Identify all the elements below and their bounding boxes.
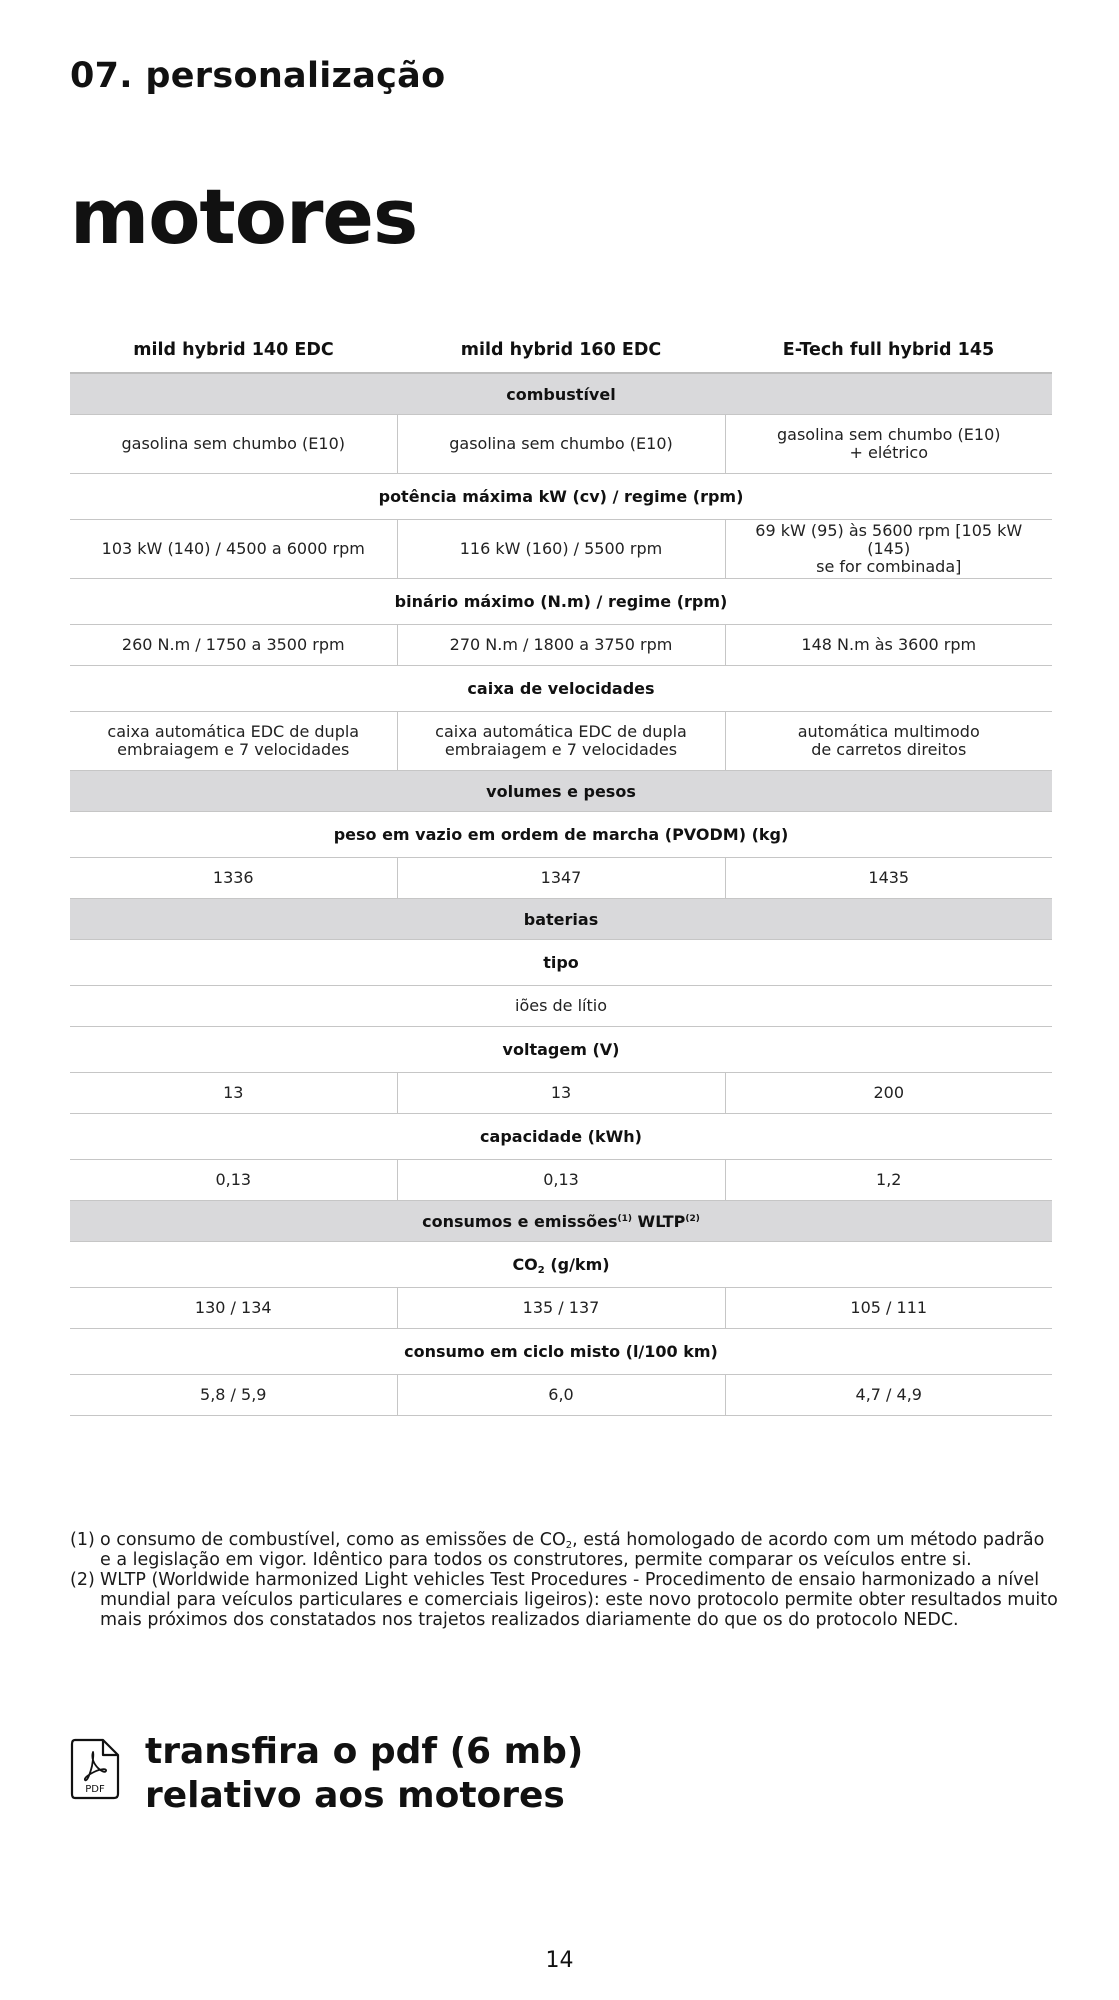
footnote [70, 1570, 1060, 1630]
footnote-number: (1) [70, 1530, 95, 1550]
download-line: relativo aos motores [145, 1775, 565, 1816]
table-cell: gasolina sem chumbo (E10) [397, 415, 725, 474]
subheading-label: capacidade (kWh) [70, 1114, 1052, 1160]
table-row [70, 625, 1052, 666]
column-header: mild hybrid 160 EDC [397, 328, 725, 373]
table-cell: gasolina sem chumbo (E10) + elétrico [725, 415, 1052, 474]
table-cell: 103 kW (140) / 4500 a 6000 rpm [70, 520, 397, 579]
table-cell: caixa automática EDC de dupla embraiagem e 7 velocidades [70, 712, 397, 771]
column-header: E-Tech full hybrid 145 [725, 328, 1052, 373]
pdf-file-icon [70, 1738, 120, 1800]
footnote-text-part: o consumo de combustível, como as emissões de CO [100, 1530, 566, 1550]
subheading-label: voltagem (V) [70, 1027, 1052, 1073]
section-label-text: WLTP [631, 1211, 686, 1231]
table-cell: 0,13 [70, 1160, 397, 1201]
subheading-label: binário máximo (N.m) / regime (rpm) [70, 579, 1052, 625]
subheading-row [70, 940, 1052, 986]
table-cell: 105 / 111 [725, 1288, 1052, 1329]
page-title: motores [70, 172, 418, 261]
table-cell: 130 / 134 [70, 1288, 397, 1329]
subheading-label: peso em vazio em ordem de marcha (PVODM) (kg) [70, 812, 1052, 858]
footnote-text-part: , está homologado de acordo com um método padrão e a legislação em vigor. Idêntico para todos os construtores, permite comparar os veículos entre si. [100, 1530, 1045, 1570]
table-cell: 1336 [70, 858, 397, 899]
subheading-label: caixa de velocidades [70, 666, 1052, 712]
table-cell: 135 / 137 [397, 1288, 725, 1329]
table-cell: 1347 [397, 858, 725, 899]
subheading-row [70, 1027, 1052, 1073]
table-cell: 69 kW (95) às 5600 rpm [105 kW (145) se for combinada] [725, 520, 1052, 579]
footnote-ref: (2) [685, 1213, 700, 1224]
table-cell: 200 [725, 1073, 1052, 1114]
table-cell: 5,8 / 5,9 [70, 1375, 397, 1416]
subheading-row [70, 1329, 1052, 1375]
table-row [70, 1288, 1052, 1329]
section-row-consumos [70, 1201, 1052, 1242]
table-cell: 13 [70, 1073, 397, 1114]
co2-subscript: 2 [537, 1265, 545, 1276]
table-row [70, 520, 1052, 579]
subheading-label: tipo [70, 940, 1052, 986]
footnotes [70, 1530, 1060, 1630]
section-label: combustível [70, 373, 1052, 415]
co2-label: CO [512, 1255, 538, 1274]
section-label: volumes e pesos [70, 771, 1052, 812]
section-label [70, 1201, 1052, 1242]
co2-unit: (g/km) [544, 1255, 610, 1274]
table-row [70, 986, 1052, 1027]
table-cell: gasolina sem chumbo (E10) [70, 415, 397, 474]
subheading-label [70, 1242, 1052, 1288]
footnote [70, 1530, 1060, 1570]
table-cell: 270 N.m / 1800 a 3750 rpm [397, 625, 725, 666]
table-cell: 260 N.m / 1750 a 3500 rpm [70, 625, 397, 666]
section-title: 07. personalização [70, 56, 446, 96]
download-text [145, 1730, 583, 1818]
footnote-ref: (1) [617, 1213, 632, 1224]
table-cell: 13 [397, 1073, 725, 1114]
engine-spec-table [70, 328, 1052, 1416]
subheading-row [70, 579, 1052, 625]
download-pdf-link[interactable] [70, 1730, 583, 1818]
subheading-row [70, 812, 1052, 858]
footnote-text [100, 1530, 1060, 1570]
table-row [70, 712, 1052, 771]
section-label: baterias [70, 899, 1052, 940]
pdf-icon-label: PDF [85, 1784, 105, 1795]
co2-subscript: 2 [565, 1540, 573, 1551]
section-row-volumes [70, 771, 1052, 812]
footnote-number: (2) [70, 1570, 95, 1590]
subheading-label: potência máxima kW (cv) / regime (rpm) [70, 474, 1052, 520]
column-header: mild hybrid 140 EDC [70, 328, 397, 373]
table-cell: automática multimodo de carretos direitos [725, 712, 1052, 771]
table-cell: 0,13 [397, 1160, 725, 1201]
section-row-baterias [70, 899, 1052, 940]
table-cell: 148 N.m às 3600 rpm [725, 625, 1052, 666]
subheading-row [70, 666, 1052, 712]
table-cell: iões de lítio [70, 986, 1052, 1027]
download-line: transfira o pdf (6 mb) [145, 1731, 584, 1772]
subheading-row [70, 1242, 1052, 1288]
table-row [70, 415, 1052, 474]
subheading-row [70, 1114, 1052, 1160]
table-cell: 1,2 [725, 1160, 1052, 1201]
table-header-row [70, 328, 1052, 373]
table-cell: 6,0 [397, 1375, 725, 1416]
page-number: 14 [545, 1948, 574, 1973]
footnote-text: WLTP (Worldwide harmonized Light vehicles Test Procedures - Procedimento de ensaio harmonizado a nível mundial para veículos particulares e comerciais ligeiros): este novo protocolo permite obter resultados muito mais próximos dos constatados nos trajetos realizados diariamente do que os do protocolo NEDC. [100, 1570, 1058, 1630]
table-row [70, 858, 1052, 899]
table-row [70, 1160, 1052, 1201]
table-row [70, 1073, 1052, 1114]
subheading-row [70, 474, 1052, 520]
table-row [70, 1375, 1052, 1416]
table-cell: caixa automática EDC de dupla embraiagem e 7 velocidades [397, 712, 725, 771]
table-cell: 4,7 / 4,9 [725, 1375, 1052, 1416]
section-row-combustivel [70, 373, 1052, 415]
table-cell: 1435 [725, 858, 1052, 899]
subheading-label: consumo em ciclo misto (l/100 km) [70, 1329, 1052, 1375]
section-label-text: consumos e emissões [422, 1211, 618, 1231]
table-cell: 116 kW (160) / 5500 rpm [397, 520, 725, 579]
